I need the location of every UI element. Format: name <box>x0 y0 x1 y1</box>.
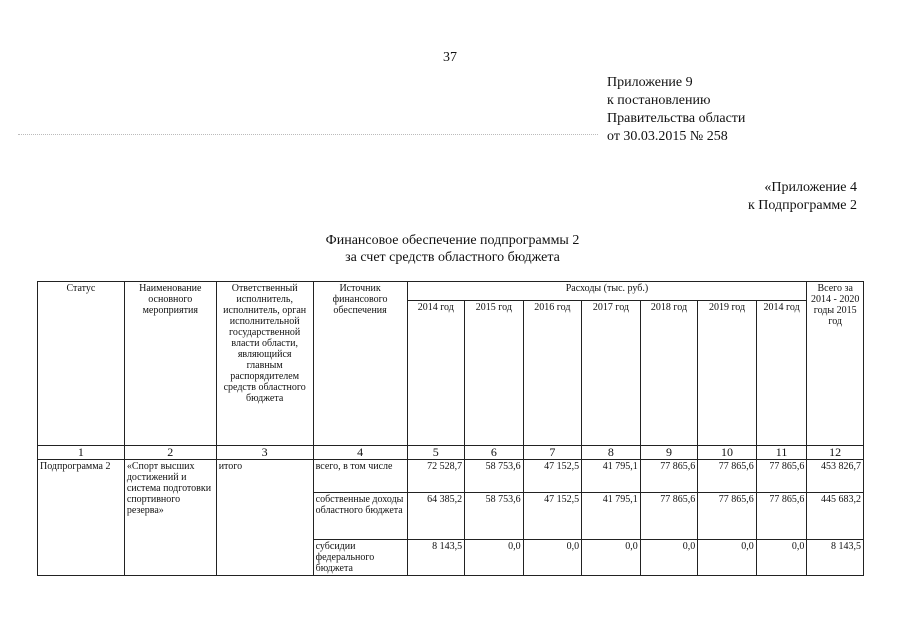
total-cell: 453 826,7 <box>807 460 864 493</box>
column-number: 5 <box>407 446 465 460</box>
value-cell: 58 753,6 <box>465 493 524 540</box>
column-number: 9 <box>640 446 698 460</box>
value-cell: 8 143,5 <box>407 540 465 576</box>
header-expenses: Расходы (тыс. руб.) <box>407 282 807 301</box>
header-source: Источник финансового обеспечения <box>313 282 407 446</box>
value-cell: 77 865,6 <box>698 460 757 493</box>
header-status: Статус <box>38 282 125 446</box>
reference-line: «Приложение 4 <box>764 180 857 195</box>
value-cell: 77 865,6 <box>756 493 807 540</box>
document-title <box>0 232 905 266</box>
title-line: за счет средств областного бюджета <box>345 250 560 265</box>
value-cell: 77 865,6 <box>640 493 698 540</box>
header-total: Всего за 2014 - 2020 годы 2015 год <box>807 282 864 446</box>
appendix-block <box>607 74 745 146</box>
title-line: Финансовое обеспечение подпрограммы 2 <box>325 233 580 248</box>
value-cell: 72 528,7 <box>407 460 465 493</box>
value-cell: 0,0 <box>698 540 757 576</box>
reference-block <box>748 179 857 215</box>
value-cell: 77 865,6 <box>640 460 698 493</box>
header-executor: Ответственный исполнитель, исполнитель, орган исполнительной государственной власти области, являющийся главным распорядителем средств областного бюджета <box>216 282 313 446</box>
value-cell: 47 152,5 <box>523 460 582 493</box>
source-cell: всего, в том числе <box>313 460 407 493</box>
scan-dotted-line <box>18 134 598 136</box>
total-cell: 8 143,5 <box>807 540 864 576</box>
executor-cell: итого <box>216 460 313 576</box>
header-event-name: Наименование основного мероприятия <box>124 282 216 446</box>
column-number: 7 <box>523 446 582 460</box>
column-number: 12 <box>807 446 864 460</box>
appendix-line: Приложение 9 <box>607 75 693 90</box>
column-number: 4 <box>313 446 407 460</box>
column-number: 8 <box>582 446 641 460</box>
column-number: 10 <box>698 446 757 460</box>
value-cell: 77 865,6 <box>756 460 807 493</box>
column-number: 1 <box>38 446 125 460</box>
value-cell: 77 865,6 <box>698 493 757 540</box>
page-number: 37 <box>443 50 457 65</box>
header-year: 2018 год <box>640 301 698 446</box>
source-cell: субсидии федерального бюджета <box>313 540 407 576</box>
status-cell: Подпрограмма 2 <box>38 460 125 576</box>
financing-table <box>37 281 864 576</box>
header-year: 2017 год <box>582 301 641 446</box>
reference-line: к Подпрограмме 2 <box>747 198 857 213</box>
table-row <box>38 460 864 493</box>
value-cell: 0,0 <box>465 540 524 576</box>
column-number: 11 <box>756 446 807 460</box>
event-name-cell: «Спорт высших достижений и система подготовки спортивного резерва» <box>124 460 216 576</box>
header-row <box>38 282 864 301</box>
total-cell: 445 683,2 <box>807 493 864 540</box>
appendix-line: к постановлению <box>607 93 711 108</box>
header-year: 2015 год <box>465 301 524 446</box>
value-cell: 0,0 <box>640 540 698 576</box>
header-year: 2014 год <box>407 301 465 446</box>
value-cell: 0,0 <box>756 540 807 576</box>
value-cell: 41 795,1 <box>582 460 641 493</box>
value-cell: 58 753,6 <box>465 460 524 493</box>
value-cell: 41 795,1 <box>582 493 641 540</box>
header-year: 2014 год <box>756 301 807 446</box>
value-cell: 64 385,2 <box>407 493 465 540</box>
header-year: 2019 год <box>698 301 757 446</box>
column-number: 3 <box>216 446 313 460</box>
appendix-line: Правительства области <box>607 111 746 126</box>
header-year: 2016 год <box>523 301 582 446</box>
column-number: 2 <box>124 446 216 460</box>
source-cell: собственные доходы областного бюджета <box>313 493 407 540</box>
column-number-row <box>38 446 864 460</box>
value-cell: 0,0 <box>523 540 582 576</box>
appendix-line: от 30.03.2015 № 258 <box>607 129 728 144</box>
value-cell: 0,0 <box>582 540 641 576</box>
value-cell: 47 152,5 <box>523 493 582 540</box>
column-number: 6 <box>465 446 524 460</box>
